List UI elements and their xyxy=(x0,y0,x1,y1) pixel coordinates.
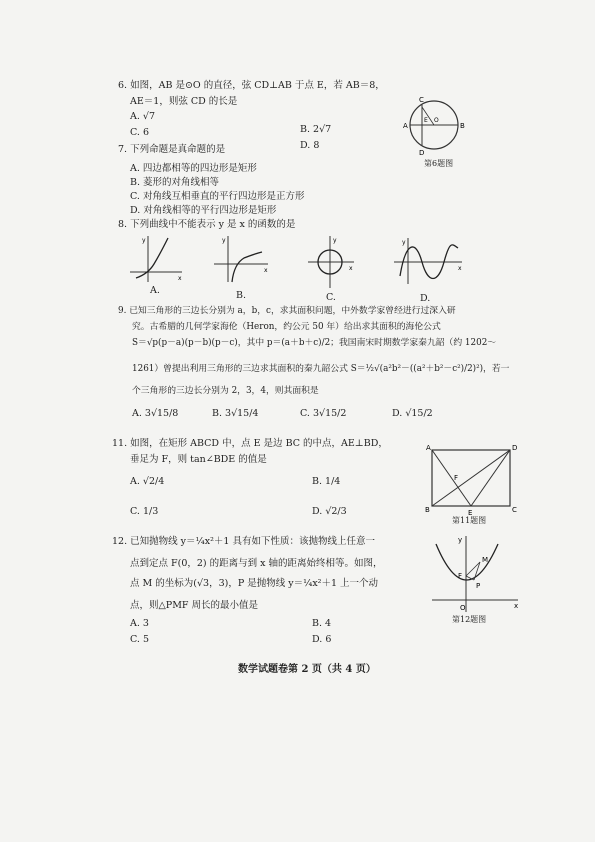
q8-option-b: B. xyxy=(236,290,247,301)
svg-text:y: y xyxy=(333,237,337,244)
svg-text:x: x xyxy=(178,275,182,282)
q7-option-b: B. 菱形的对角线相等 xyxy=(130,177,220,188)
svg-text:E: E xyxy=(468,509,473,516)
svg-text:M: M xyxy=(482,556,489,564)
q11-option-a: A. √2/4 xyxy=(130,476,165,487)
svg-text:C: C xyxy=(419,96,424,104)
q6-option-b: B. 2√7 xyxy=(300,124,332,135)
q8-option-c: C. xyxy=(326,292,336,303)
svg-text:A: A xyxy=(426,444,431,452)
q9-line-5: 个三角形的三边长分别为 2，3，4，则其面积是 xyxy=(132,386,319,396)
svg-text:x: x xyxy=(458,265,462,272)
svg-text:O: O xyxy=(434,117,439,124)
svg-text:y: y xyxy=(142,237,146,244)
q8-stem: 8. 下列曲线中不能表示 y 是 x 的函数的是 xyxy=(118,219,296,230)
q11-option-d: D. √2/3 xyxy=(312,506,347,517)
q6-stem-2: AE＝1，则弦 CD 的长是 xyxy=(130,96,238,107)
q6-option-a: A. √7 xyxy=(130,111,155,122)
svg-text:x: x xyxy=(349,265,353,272)
svg-text:E: E xyxy=(424,117,428,124)
q11-stem: 11. 如图，在矩形 ABCD 中，点 E 是边 BC 的中点，AE⊥BD， xyxy=(112,438,388,449)
svg-text:O: O xyxy=(460,604,466,612)
q12-option-c: C. 5 xyxy=(130,634,150,645)
q7-option-d: D. 对角线相等的平行四边形是矩形 xyxy=(130,205,277,216)
q7-stem: 7. 下列命题是真命题的是 xyxy=(118,144,226,155)
q11-option-c: C. 1/3 xyxy=(130,506,159,517)
q9-option-a: A. 3√15/8 xyxy=(132,408,179,419)
q6-stem: 6. 如图，AB 是⊙O 的直径，弦 CD⊥AB 于点 E，若 AB＝8， xyxy=(118,80,385,91)
svg-text:P: P xyxy=(476,582,481,590)
svg-text:y: y xyxy=(458,536,463,544)
q7-option-c: C. 对角线互相垂直的平行四边形是正方形 xyxy=(130,191,305,202)
q12-line-2: 点到定点 F(0，2) 的距离与到 x 轴的距离始终相等。如图， xyxy=(130,558,383,569)
q8-graph-c xyxy=(306,234,356,290)
q9-line-1: 9. 已知三角形的三边长分别为 a，b，c，求其面积问题，中外数学家曾经进行过深入研 xyxy=(118,306,456,316)
q8-option-d: D. xyxy=(420,293,431,304)
q9-option-d: D. √15/2 xyxy=(392,408,433,419)
q8-graph-b xyxy=(212,234,270,284)
q9-line-4: 1261）曾提出利用三角形的三边求其面积的秦九韶公式 S＝½√(a²b²－((a²＋b²－c²)/2)²)，若一 xyxy=(132,364,510,374)
q6-caption: 第6题图 xyxy=(424,159,454,168)
page-footer: 数学试题卷第 2 页（共 4 页） xyxy=(238,664,376,675)
q7-option-a: A. 四边都相等的四边形是矩形 xyxy=(130,163,257,174)
svg-text:y: y xyxy=(402,239,406,246)
svg-text:F: F xyxy=(458,572,463,580)
q12-caption: 第12题图 xyxy=(452,615,487,624)
q12-line-4: 点，则△PMF 周长的最小值是 xyxy=(130,600,259,611)
q12-line-1: 12. 已知抛物线 y＝¼x²＋1 具有如下性质：该抛物线上任意一 xyxy=(112,536,375,547)
q12-line-3: 点 M 的坐标为(√3，3)，P 是抛物线 y＝¼x²＋1 上一个动 xyxy=(130,578,379,589)
svg-text:F: F xyxy=(454,474,459,482)
q12-option-b: B. 4 xyxy=(312,618,332,629)
q11-stem-2: 垂足为 F，则 tan∠BDE 的值是 xyxy=(130,454,267,465)
q6-option-c: C. 6 xyxy=(130,127,150,138)
svg-text:x: x xyxy=(514,602,519,610)
q8-graph-a xyxy=(128,234,184,284)
svg-text:y: y xyxy=(222,237,226,244)
svg-text:D: D xyxy=(419,149,425,157)
q9-option-c: C. 3√15/2 xyxy=(300,408,347,419)
q12-option-a: A. 3 xyxy=(130,618,149,629)
q11-option-b: B. 1/4 xyxy=(312,476,341,487)
svg-text:B: B xyxy=(460,122,465,130)
svg-text:A: A xyxy=(403,122,408,130)
q8-option-a: A. xyxy=(150,285,160,296)
svg-text:x: x xyxy=(264,267,268,274)
q6-circle-figure xyxy=(402,95,472,157)
q11-rectangle-figure xyxy=(424,442,520,516)
svg-text:B: B xyxy=(425,506,430,514)
q11-caption: 第11题图 xyxy=(452,516,487,525)
svg-text:D: D xyxy=(512,444,518,452)
q9-line-2: 究。古希腊的几何学家海伦（Heron，约公元 50 年）给出求其面积的海伦公式 xyxy=(132,322,441,332)
q9-line-3: S＝√p(p－a)(p－b)(p－c)，其中 p＝(a＋b＋c)/2；我国南宋时期数学家秦九韶（约 1202～ xyxy=(132,338,497,348)
q12-parabola-figure xyxy=(428,534,520,614)
q12-option-d: D. 6 xyxy=(312,634,332,645)
q6-option-d: D. 8 xyxy=(300,140,320,151)
svg-text:C: C xyxy=(512,506,517,514)
q9-option-b: B. 3√15/4 xyxy=(212,408,259,419)
q8-graph-d xyxy=(392,236,464,286)
